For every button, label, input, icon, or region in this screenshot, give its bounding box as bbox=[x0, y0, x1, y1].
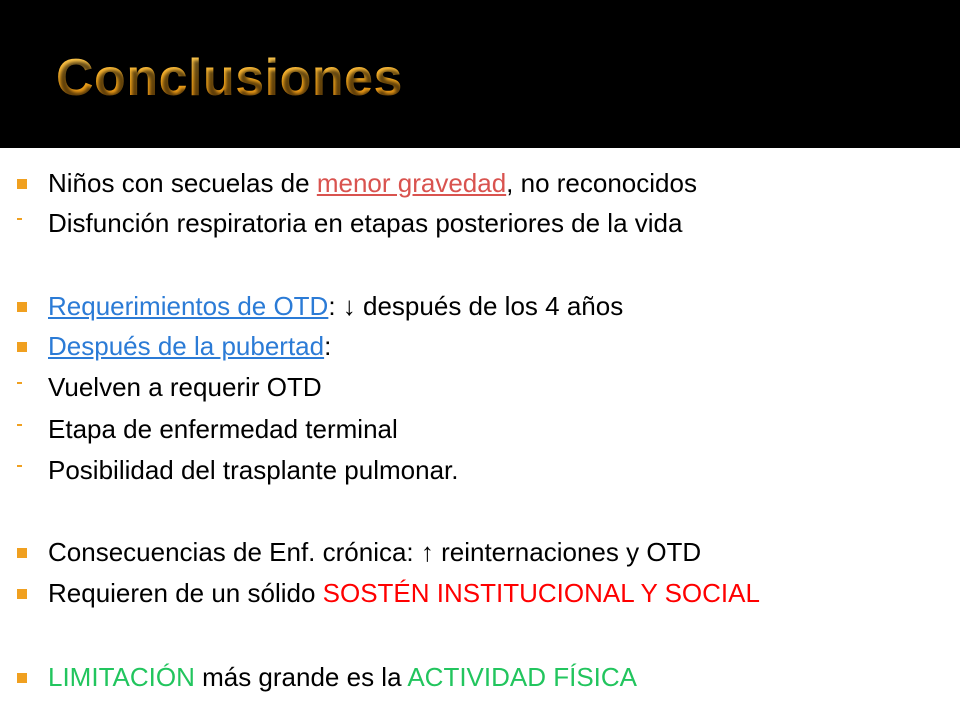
slide-title: Conclusiones bbox=[56, 49, 403, 107]
bullet-text bbox=[48, 580, 760, 606]
square-bullet-icon bbox=[17, 589, 27, 599]
dash-bullet-icon bbox=[17, 465, 22, 467]
square-bullet-icon bbox=[17, 179, 27, 189]
square-bullet-icon bbox=[17, 673, 27, 683]
dash-bullet-icon bbox=[17, 424, 22, 426]
link-despues-pubertad[interactable]: Después de la pubertad bbox=[48, 331, 325, 361]
emphasis-limitacion: LIMITACIÓN bbox=[48, 662, 195, 692]
dash-text: Etapa de enfermedad terminal bbox=[48, 414, 398, 444]
dash-text: Posibilidad del trasplante pulmonar. bbox=[48, 455, 459, 485]
emphasis-sosten: SOSTÉN INSTITUCIONAL Y SOCIAL bbox=[322, 578, 760, 608]
text-segment: : bbox=[324, 331, 332, 361]
text-segment: más grande es la bbox=[194, 662, 408, 692]
dash-text: Disfunción respiratoria en etapas posteriores de la vida bbox=[48, 208, 683, 238]
square-bullet-icon bbox=[17, 302, 27, 312]
square-bullet-icon bbox=[17, 342, 27, 352]
bullet-text bbox=[48, 664, 637, 690]
bullet-text bbox=[48, 293, 623, 319]
bullet-text bbox=[48, 170, 697, 196]
text-segment: , no reconocidos bbox=[506, 168, 697, 198]
emphasis-actividad: ACTIVIDAD FÍSICA bbox=[407, 662, 638, 692]
text-segment: Requieren de un sólido bbox=[48, 578, 323, 608]
text-segment: Niños con secuelas de bbox=[48, 168, 317, 198]
dash-bullet-icon bbox=[17, 382, 22, 384]
dash-text: Vuelven a requerir OTD bbox=[48, 372, 322, 402]
bullet-text: Consecuencias de Enf. crónica: ↑ reinternaciones y OTD bbox=[48, 537, 702, 567]
slide-content bbox=[0, 148, 960, 720]
dash-bullet-icon bbox=[17, 218, 22, 220]
link-menor-gravedad[interactable]: menor gravedad bbox=[316, 168, 507, 198]
title-bar bbox=[0, 0, 960, 148]
square-bullet-icon bbox=[17, 548, 27, 558]
link-requerimientos-otd[interactable]: Requerimientos de OTD bbox=[48, 291, 329, 321]
bullet-text bbox=[48, 333, 331, 359]
text-segment: : ↓ después de los 4 años bbox=[328, 291, 624, 321]
